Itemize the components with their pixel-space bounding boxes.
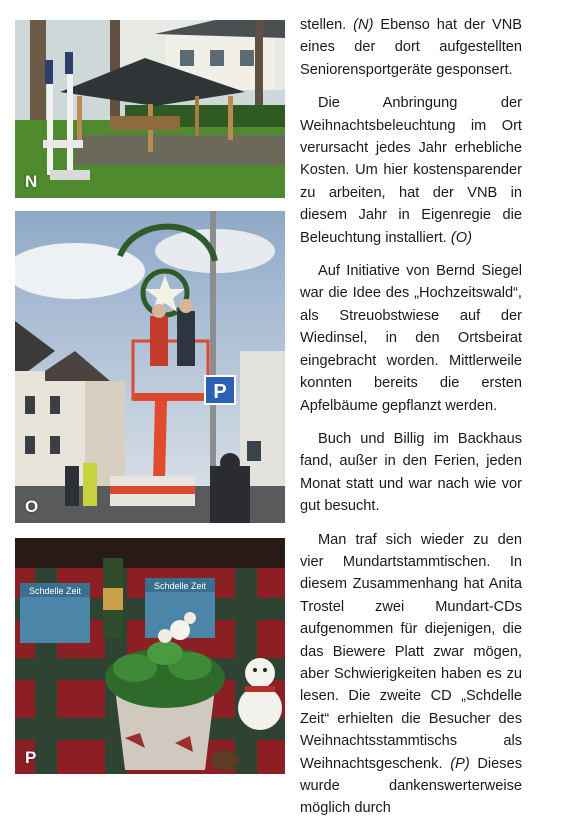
svg-text:P: P [213, 381, 227, 403]
photo-reference-o: (O) [450, 229, 472, 246]
christmas-lights-photo [15, 211, 285, 523]
photo-p [15, 538, 285, 774]
cd-gift-photo [15, 538, 285, 774]
paragraph: stellen. (N) Ebenso hat der VNB eines der dort aufgestellten Seniorensportgeräte gesponsert. [300, 17, 523, 78]
paragraph: Buch und Billig im Backhaus fand, außer in den Ferien, jeden Monat statt und war nach wie vor gut besucht. [300, 430, 522, 515]
cd-title-right: Schdelle Zeit [153, 581, 207, 591]
pavilion-photo [15, 20, 285, 198]
photo-reference-p: (P) [450, 755, 470, 772]
photo-label-n: N [25, 172, 38, 191]
paragraph: Auf Initiative von Bernd Siegel war die Idee des „Hochzeitswald“, als Streuobstwiese auf der Wiedinsel, in den Ortsbeirat eingebracht worden. Mittlerweile konnten bereits die ersten Apfelbäume gepflanzt werden. [300, 263, 522, 414]
photo-label-p: P [25, 748, 37, 767]
photo-n [15, 20, 285, 198]
paragraph: Man traf sich wieder zu den vier Mundartstammtischen. In diesem Zusammenhang hat Anita Trostel zwei Mundart-CDs aufgenommen für diejenigen, die das Biewere Platt zwar mögen, aber Schwierigkeiten haben es zu lesen. Die zweite CD „Schdelle Zeit“ erhielten die Besucher des Weihnachtsstammtischs als Weihnachtsgeschenk. (P) Dieses wurde dankenswerterweise möglich durch [300, 531, 522, 817]
cd-title-left: Schdelle Zeit [28, 586, 82, 596]
paragraph: Die Anbringung der Weihnachtsbeleuchtung im Ort verursacht jedes Jahr erhebliche Kosten. Um hier kostensparender zu arbeiten, hat der VNB in diesem Jahr in Eigenregie die Beleuchtung installiert. (O) [300, 95, 522, 246]
photo-o [15, 211, 285, 523]
photo-reference-n: (N) [353, 17, 374, 33]
article-text-column [300, 14, 522, 831]
photo-label-o: O [25, 497, 39, 516]
